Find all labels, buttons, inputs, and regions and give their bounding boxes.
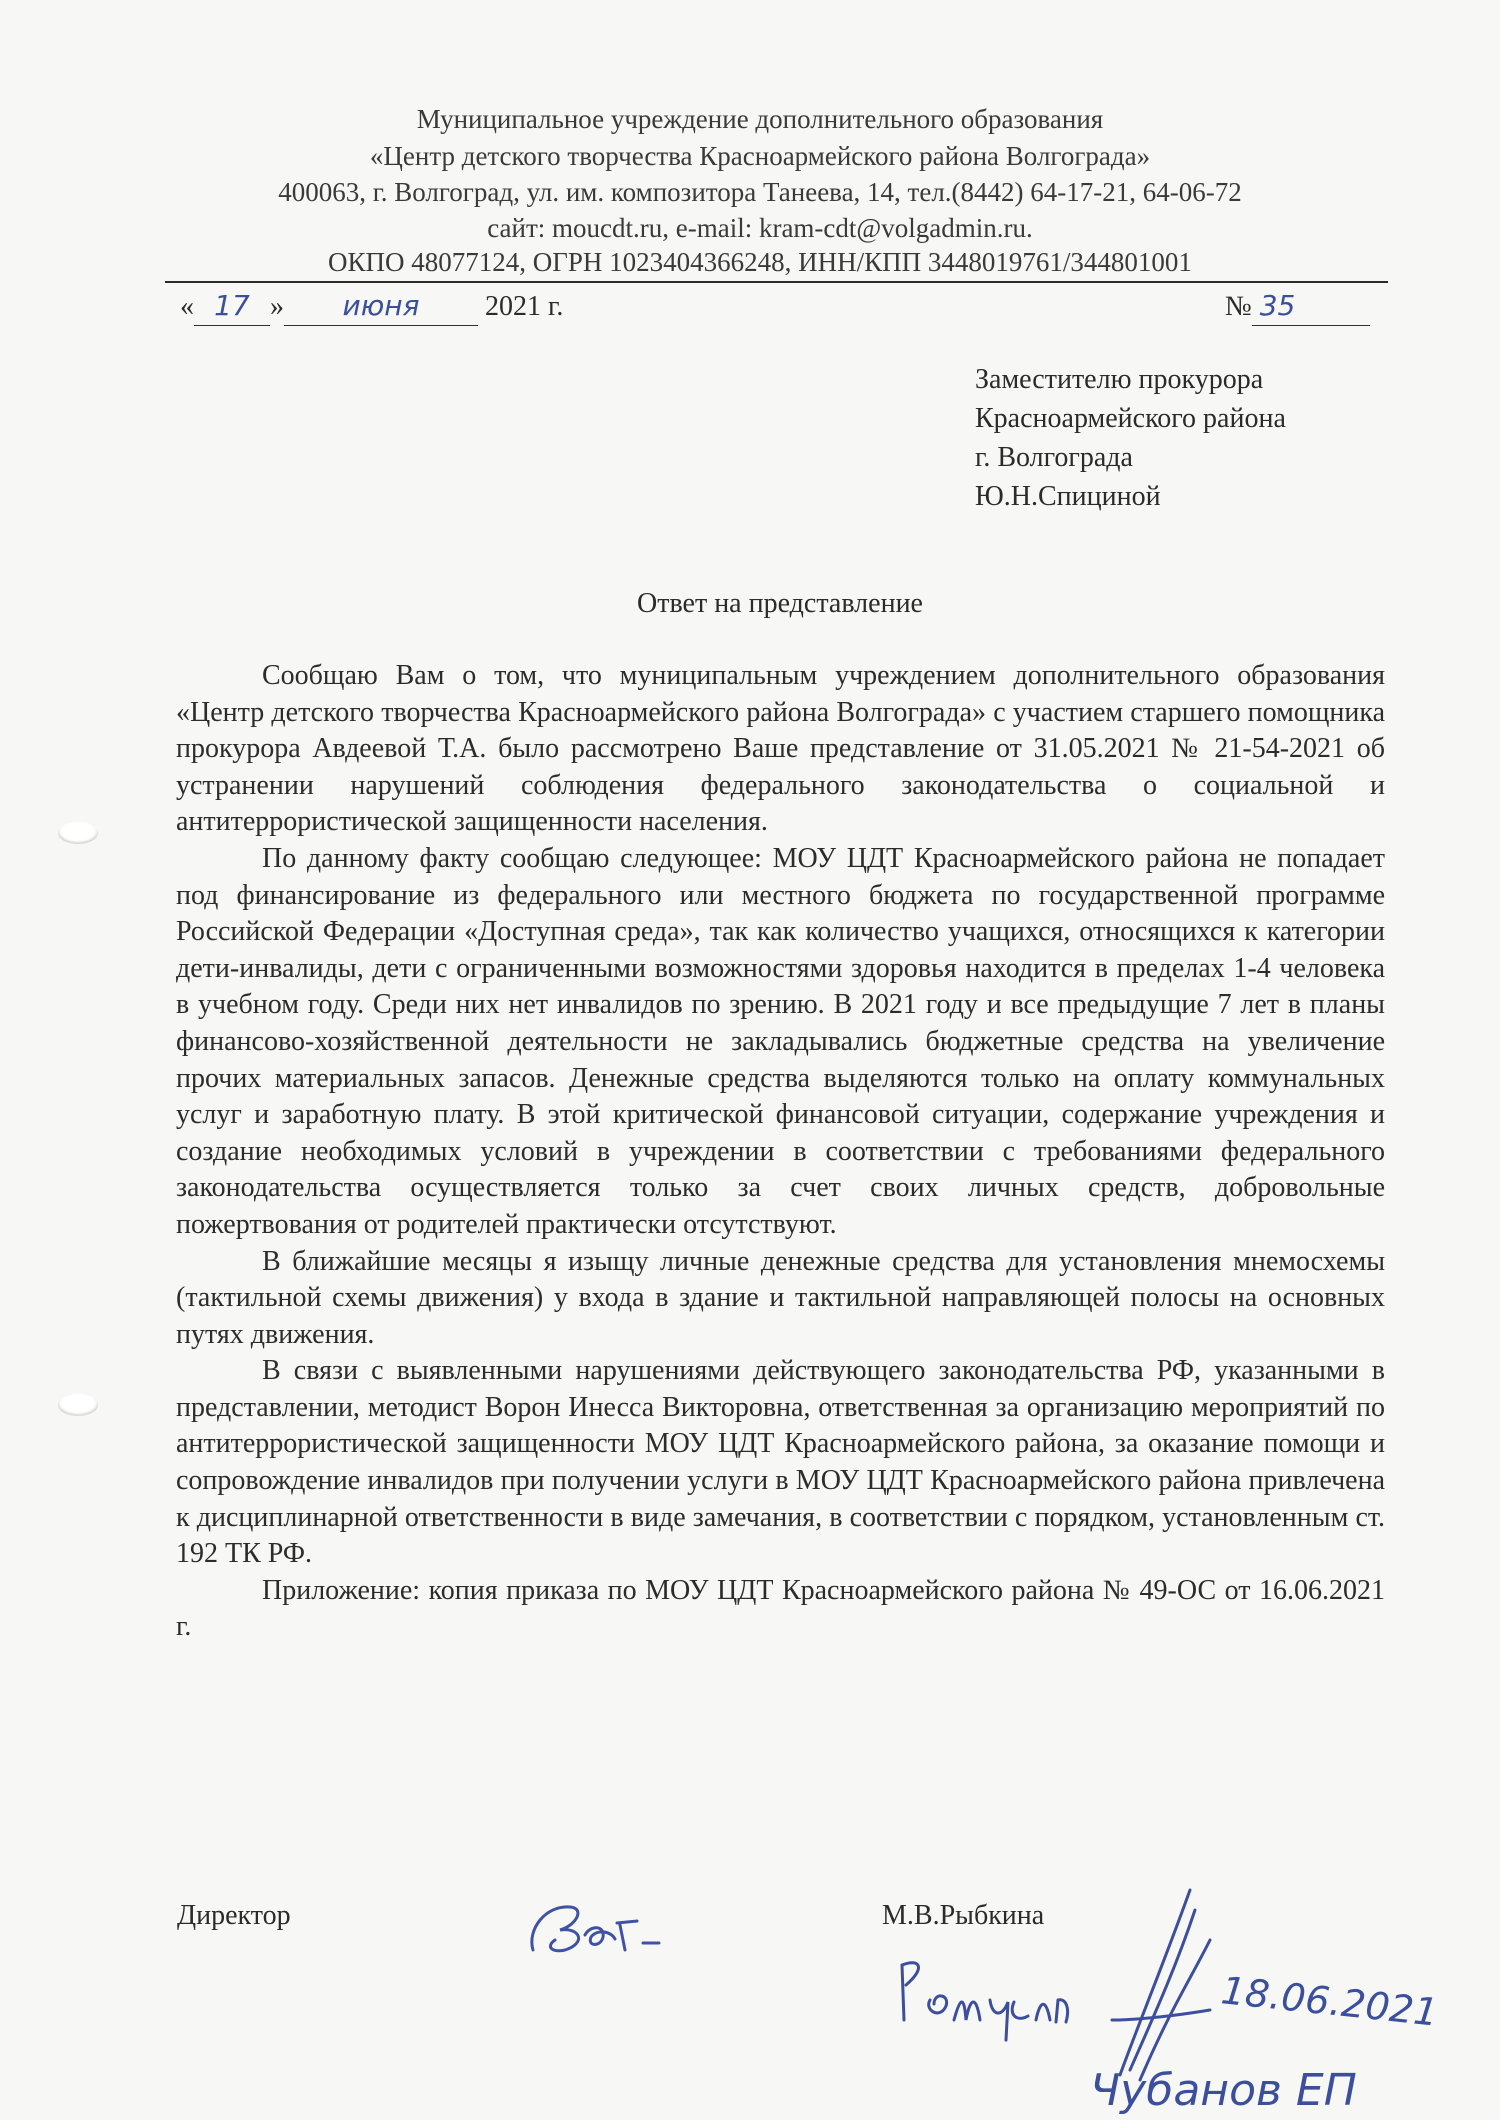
date-open-quote: « (180, 291, 194, 322)
addressee-line-1: Заместителю прокурора (975, 364, 1264, 395)
date-field (180, 288, 563, 326)
letterhead-divider (165, 281, 1388, 283)
addressee-line-3: г. Волгограда (975, 442, 1133, 473)
addressee-block (975, 360, 1286, 516)
addressee-line-2: Красноармейского района (975, 403, 1286, 434)
received-date: 18.06.2021 (1219, 1968, 1441, 2035)
letterhead-org-name: «Центр детского творчества Красноармейского района Волгограда» (369, 141, 1151, 171)
letterhead-address: 400063, г. Волгоград, ул. им. композитора Танеева, 14, тел.(8442) 64-17-21, 64-06-72 (278, 177, 1242, 207)
signatory-role: Директор (177, 1900, 291, 1931)
date-day: 17 (214, 289, 250, 322)
date-close-quote: » (270, 291, 284, 322)
paragraph-1: Сообщаю Вам о том, что муниципальным учреждением дополнительного образования «Центр детского творчества Красноармейского района Волгограда» с участием старшего помощника прокурора Авдеевой Т.А. было рассмотрено Ваше представление от 31.05.2021 № 21-54-2021 об устранении нарушений соблюдения федерального законодательства о социальной и антитеррористической защищенности населения. (176, 660, 1385, 838)
letterhead-contacts: сайт: moucdt.ru, e-mail: kram-cdt@volgadmin.ru. (487, 213, 1033, 243)
punch-hole-bottom (58, 1394, 98, 1416)
date-month: июня (342, 289, 420, 322)
doc-number-field (1225, 288, 1370, 326)
punch-hole-top (58, 822, 98, 844)
paragraph-2: По данному факту сообщаю следующее: МОУ ЦДТ Красноармейского района не попадает под финансирование из федерального или местного бюджета по государственной программе Российской Федерации «Доступная среда», так как количество учащихся, относящихся к категории дети-инвалиды, дети с ограниченными возможностями здоровья находится в пределах 1-4 человека в учебном году. Среди них нет инвалидов по зрению. В 2021 году и все предыдущие 7 лет в планы финансово-хозяйственной деятельности не закладывались бюджетные средства на увеличение прочих материальных запасов. Денежные средства выделяются только на оплату коммунальных услуг и заработную плату. В этой критической финансовой ситуации, содержание учреждения и создание необходимых условий в учреждении в соответствии с требованиями федерального законодательства осуществляется только за счет своих личных средств, добровольные пожертвования от родителей практически отсутствуют. (176, 842, 1385, 1240)
document-body (176, 658, 1385, 1646)
signatory-name: М.В.Рыбкина (882, 1900, 1045, 1931)
receiver-name: Чубанов ЕП (1090, 2065, 1357, 2116)
date-year: 2021 г. (485, 291, 564, 322)
receiver-handwriting (890, 1870, 1470, 2120)
director-signature (525, 1895, 695, 1965)
paragraph-5: Приложение: копия приказа по МОУ ЦДТ Красноармейского района № 49-ОС от 16.06.2021 г. (176, 1574, 1385, 1643)
doc-number: 35 (1259, 289, 1296, 322)
letterhead-registry: ОКПО 48077124, ОГРН 1023404366248, ИНН/КПП 3448019761/344801001 (328, 247, 1192, 277)
doc-number-label: № (1225, 291, 1252, 322)
addressee-line-4: Ю.Н.Спициной (975, 481, 1161, 512)
paragraph-4: В связи с выявленными нарушениями действующего законодательства РФ, указанными в представлении, методист Ворон Инесса Викторовна, ответственная за организацию мероприятий по антитеррористической защищенности МОУ ЦДТ Красноармейского района, за оказание помощи и сопровождение инвалидов при получении услуги в МОУ ЦДТ Красноармейского района привлечена к дисциплинарной ответственности в виде замечания, в соответствии с порядком, установленным ст. 192 ТК РФ. (176, 1355, 1385, 1570)
letterhead-line-1: Муниципальное учреждение дополнительного образования (416, 104, 1104, 134)
paragraph-3: В ближайшие месяцы я изыщу личные денежные средства для установления мнемосхемы (тактильной схемы движения) у входа в здание и тактильной направляющей полосы на основных путях движения. (176, 1245, 1385, 1350)
document-title: Ответ на представление (637, 588, 923, 619)
